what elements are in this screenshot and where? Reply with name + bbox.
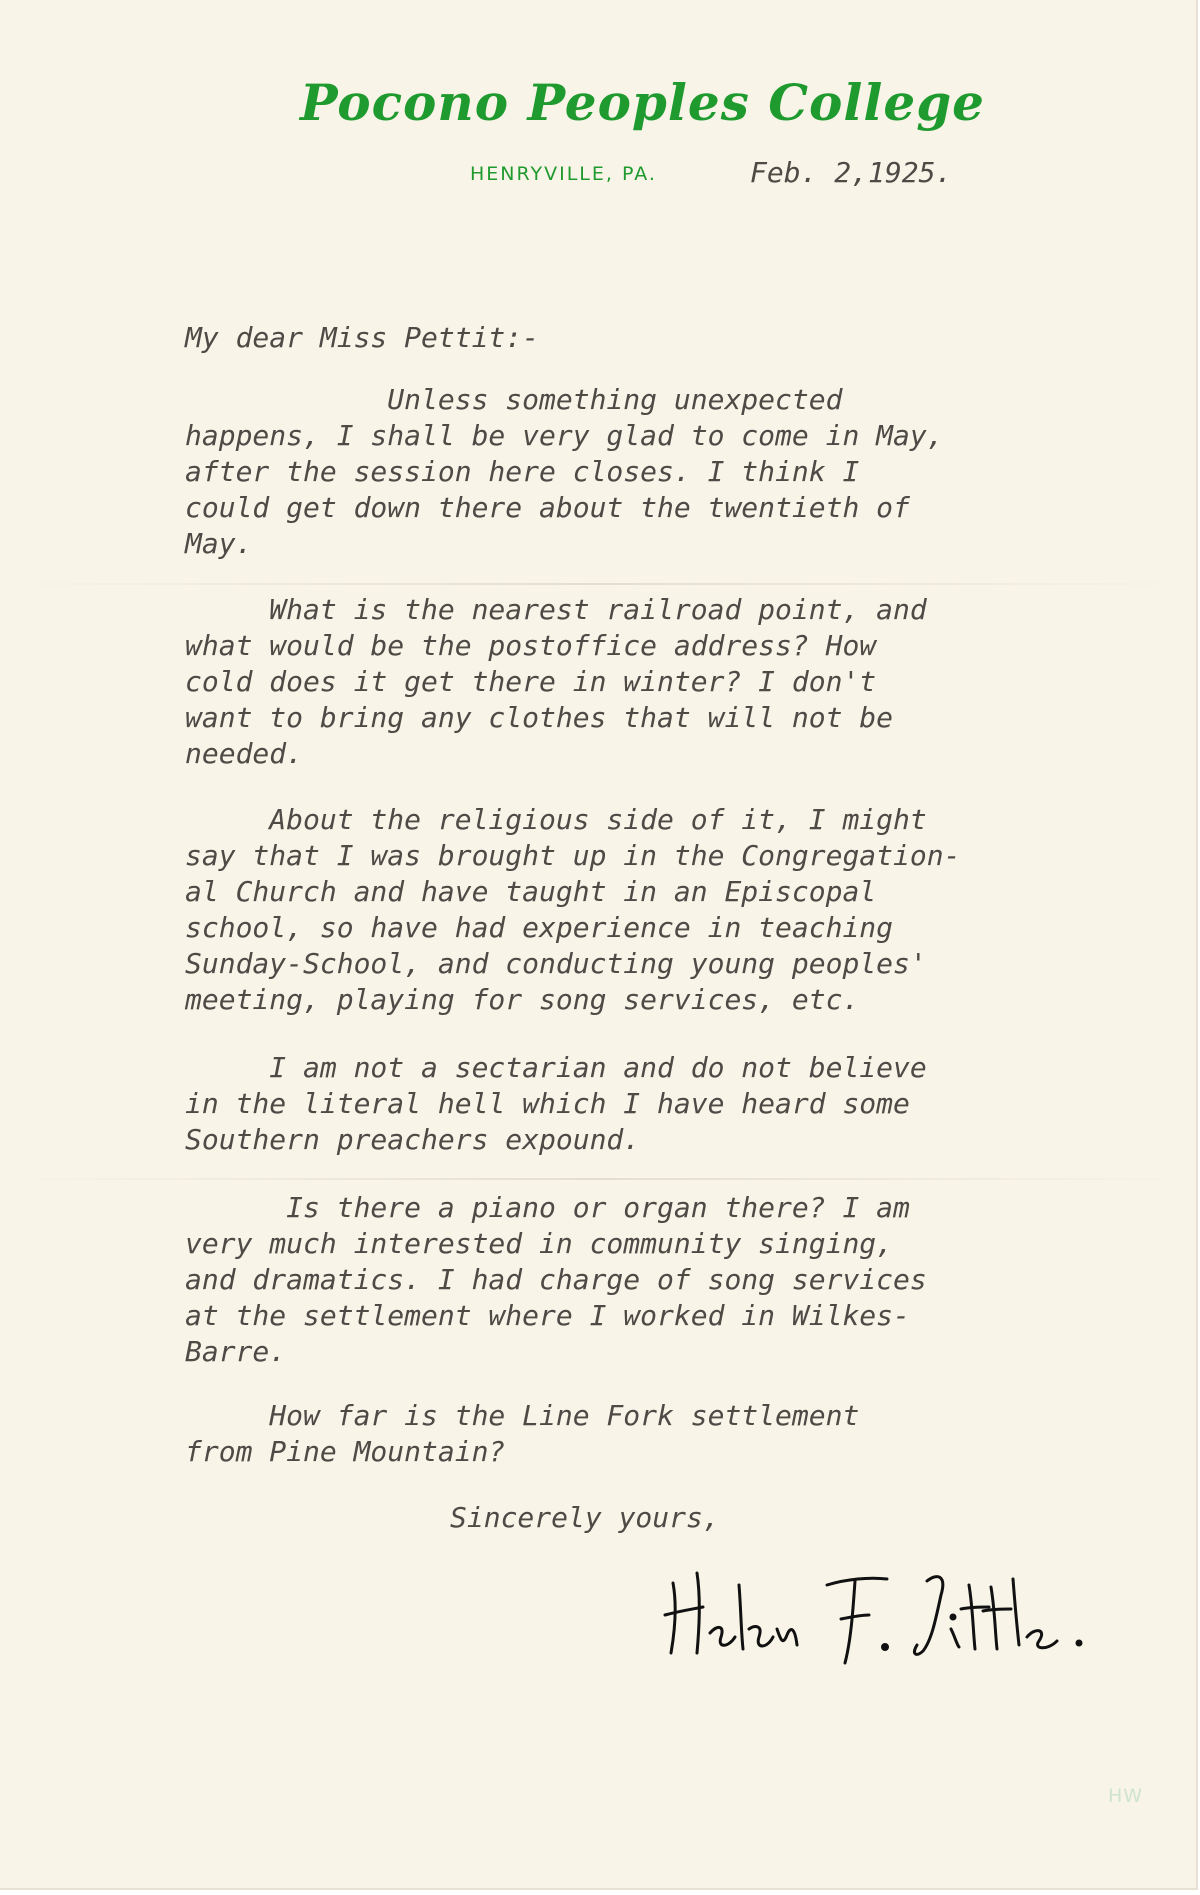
paragraph-music-interests: Is there a piano or organ there? I am very much interested in community singing, and dramatics. I had charge of song services at the settlement where I worked in Wilkes- Barre. — [185, 1191, 927, 1368]
paper-fold-line — [0, 583, 1196, 585]
paragraph-travel-questions: What is the nearest railroad point, and what would be the postoffice address? How cold does it get there in winter? I don't want to bring any clothes that will not be needed. — [185, 593, 927, 770]
paragraph-beliefs: I am not a sectarian and do not believe in the literal hell which I have heard some Southern preachers expound. — [185, 1051, 927, 1156]
salutation: My dear Miss Pettit:- — [185, 321, 540, 354]
letterhead-location: HENRYVILLE, PA. — [470, 163, 657, 185]
paragraph-distance-question: How far is the Line Fork settlement from Pine Mountain? — [185, 1399, 860, 1468]
paragraph-religious-background: About the religious side of it, I might say that I was brought up in the Congregation- al Church and have taught in an Episcopal school, so have had experience in teaching Sunday-School, and conducting young peoples' meeting, playing for song services, etc. — [185, 803, 961, 1016]
paper-fold-line — [0, 1178, 1196, 1180]
closing: Sincerely yours, — [450, 1501, 720, 1534]
handwritten-signature — [655, 1545, 1095, 1665]
letter-date: Feb. 2,1925. — [750, 156, 953, 189]
paragraph-availability: Unless something unexpected happens, I shall be very glad to come in May, after the session here closes. I think I could get down there about the twentieth of May. — [185, 383, 944, 560]
letterhead-title: Pocono Peoples College — [300, 73, 985, 132]
hw-corner-mark: HW — [1108, 1785, 1144, 1807]
